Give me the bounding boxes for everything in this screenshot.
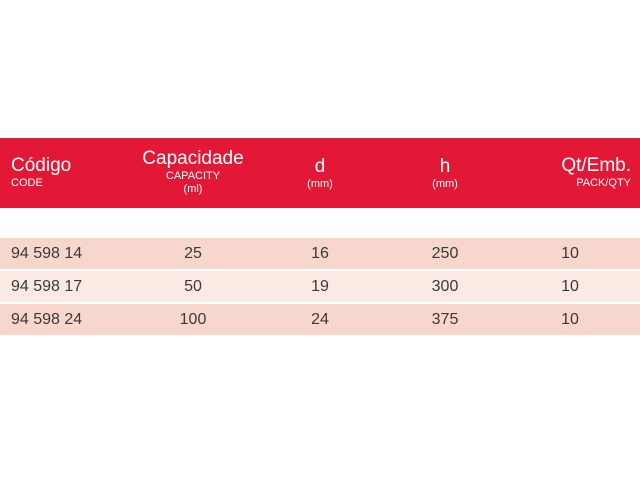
product-table [0, 138, 640, 337]
header-d-label: d [314, 156, 326, 177]
cell-h: 375 [431, 311, 459, 328]
header-code [11, 138, 121, 225]
cell-capacity: 100 [179, 311, 207, 328]
cell-qty: 10 [561, 311, 579, 328]
header-code-label: Código [11, 155, 72, 176]
table-row [0, 304, 640, 337]
header-h [380, 138, 510, 226]
header-h-unit: (mm) [432, 178, 458, 190]
cell-d: 19 [311, 278, 329, 295]
table-row [0, 271, 640, 304]
header-d [255, 138, 385, 226]
header-capacity-label: Capacidade [142, 148, 244, 169]
table-row [0, 238, 640, 271]
header-capacity-unit: (ml) [183, 183, 203, 195]
header-d-unit: (mm) [307, 178, 333, 190]
cell-d: 24 [311, 311, 329, 328]
cell-code: 94 598 24 [11, 311, 83, 328]
header-pack [505, 138, 635, 225]
header-pack-sublabel: PACK/QTY [576, 177, 631, 189]
cell-d: 16 [311, 245, 329, 262]
header-h-label: h [439, 156, 451, 177]
header-code-sublabel: CODE [11, 177, 43, 189]
cell-code: 94 598 14 [11, 245, 83, 262]
cell-h: 300 [431, 278, 459, 295]
cell-code: 94 598 17 [11, 278, 83, 295]
header-capacity [128, 138, 258, 218]
table-header [0, 138, 640, 208]
cell-qty: 10 [561, 278, 579, 295]
cell-capacity: 25 [184, 245, 202, 262]
header-capacity-sublabel: CAPACITY [165, 170, 221, 182]
cell-qty: 10 [561, 245, 579, 262]
cell-capacity: 50 [184, 278, 202, 295]
cell-h: 250 [431, 245, 459, 262]
header-pack-label: Qt/Emb. [561, 155, 631, 176]
